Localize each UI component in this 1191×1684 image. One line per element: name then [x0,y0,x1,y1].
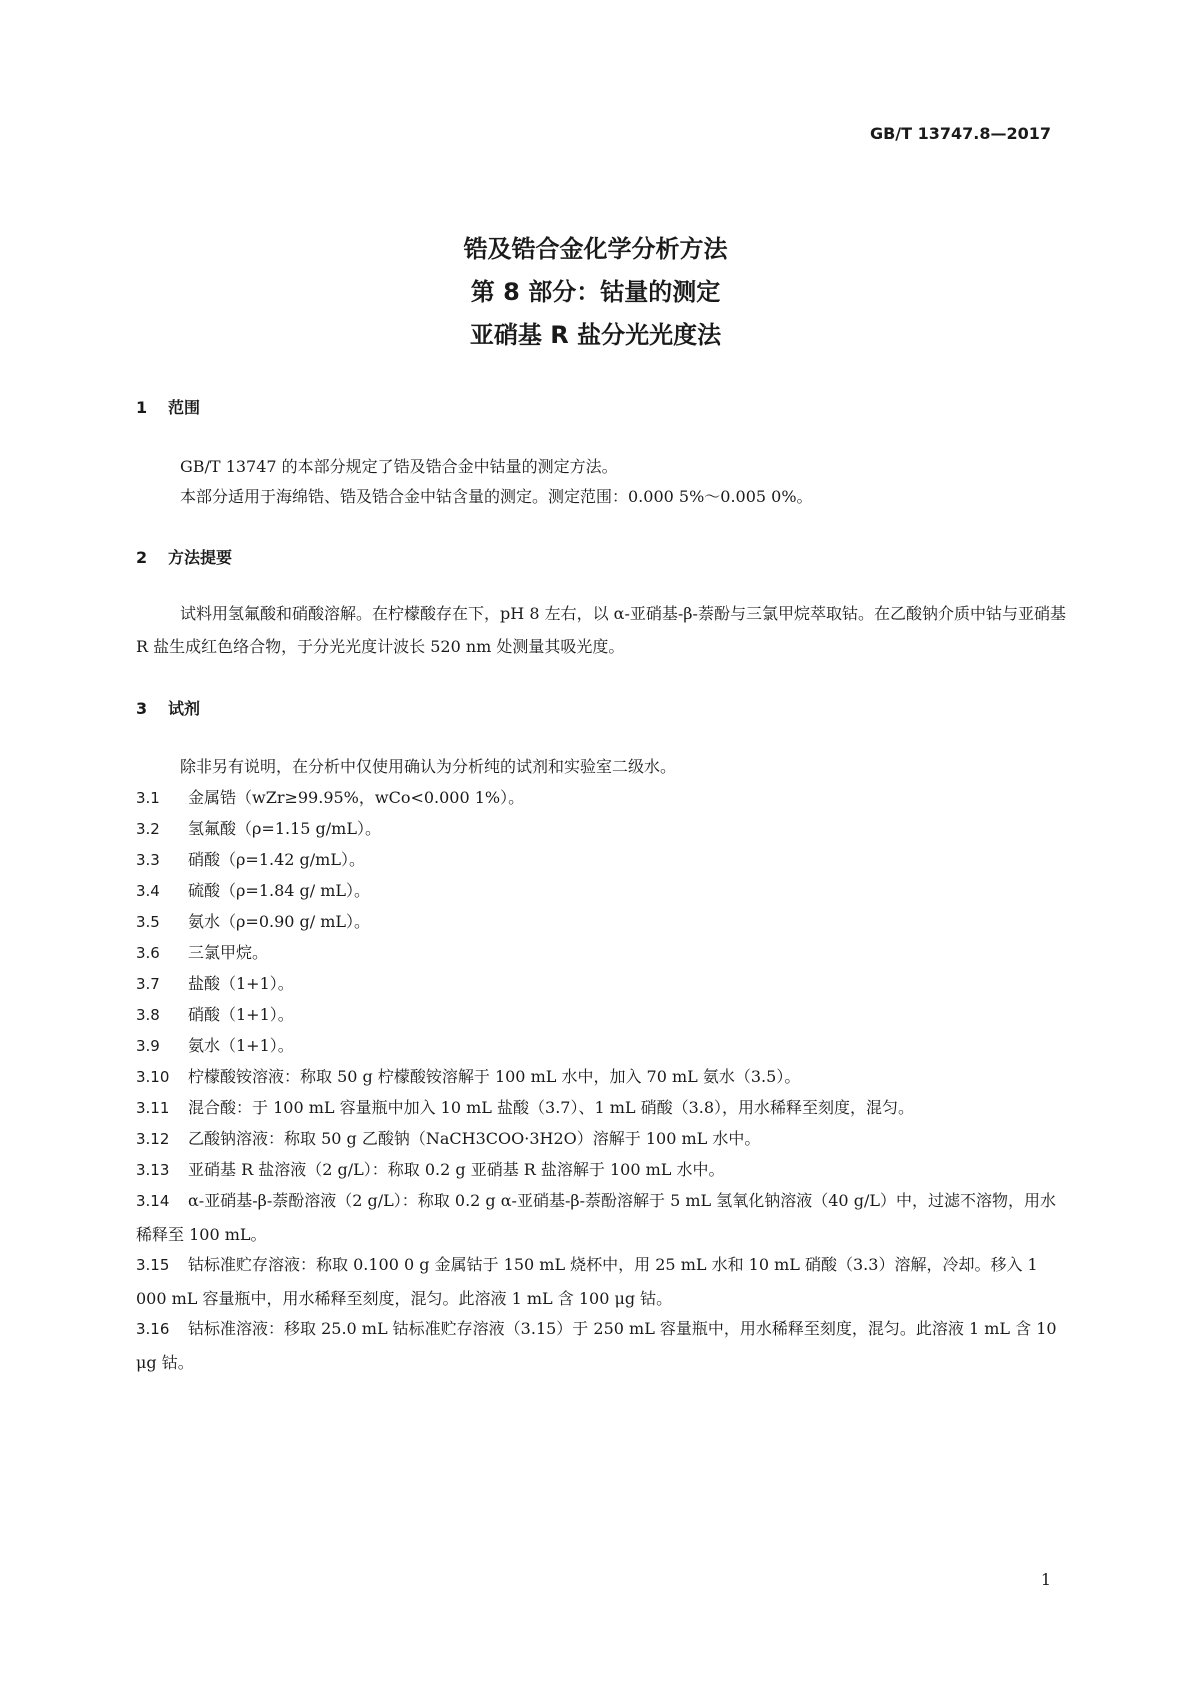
reagent-item [136,812,1066,846]
item-text: 钴标准溶液：移取 25.0 mL 钴标准贮存溶液（3.15）于 250 mL 容量瓶中，用水稀释至刻度，混匀。此溶液 1 mL 含 10 μg 钴。 [136,1319,1057,1372]
section-2-paragraph-1 [136,597,1066,663]
document-title [0,228,1191,357]
item-text: 混合酸：于 100 mL 容量瓶中加入 10 mL 盐酸（3.7）、1 mL 硝酸（3.8），用水稀释至刻度，混匀。 [188,1098,915,1117]
item-number: 3.2 [136,820,160,838]
reagent-item [136,998,1066,1032]
item-text: 硫酸（ρ=1.84 g/ mL）。 [188,881,371,900]
item-text: 三氯甲烷。 [188,943,269,962]
section-3-heading [136,696,200,719]
item-number: 3.16 [136,1320,170,1338]
item-number: 3.9 [136,1037,160,1055]
item-text: 钴标准贮存溶液：称取 0.100 0 g 金属钴于 150 mL 烧杯中，用 25 mL 水和 10 mL 硝酸（3.3）溶解，冷却。移入 1 000 mL 容量瓶中，用水稀释至刻度，混匀。此溶液 1 mL 含 100 μg 钴。 [136,1255,1038,1308]
reagent-item [136,936,1066,970]
item-number: 3.1 [136,789,160,807]
item-text: 氢氟酸（ρ=1.15 g/mL）。 [188,819,381,838]
reagent-item [136,1122,1066,1156]
section-number: 2 [136,548,148,567]
section-title: 范围 [168,398,201,417]
item-text: 金属锆（wZr≥99.95%，wCo<0.000 1%）。 [188,788,525,807]
reagent-item [136,1312,1066,1379]
item-number: 3.10 [136,1068,170,1086]
item-number: 3.8 [136,1006,160,1024]
item-number: 3.15 [136,1256,170,1274]
item-number: 3.12 [136,1130,170,1148]
section-1-paragraph-1 [136,450,1066,483]
section-2-heading [136,545,232,568]
reagent-item [136,967,1066,1001]
title-line-3: 亚硝基 R 盐分光光度法 [469,321,722,349]
section-1-paragraph-2 [136,480,1066,513]
item-number: 3.5 [136,913,160,931]
paragraph-text: 试料用氢氟酸和硝酸溶解。在柠檬酸存在下，pH 8 左右，以 α-亚硝基-β-萘酚与三氯甲烷萃取钴。在乙酸钠介质中钴与亚硝基 R 盐生成红色络合物，于分光光度计波长 520 nm 处测量其吸光度。 [136,604,1066,656]
standard-number: GB/T 13747.8—2017 [869,124,1051,143]
item-number: 3.13 [136,1161,170,1179]
section-number: 1 [136,398,148,417]
item-number: 3.7 [136,975,160,993]
item-text: 柠檬酸铵溶液：称取 50 g 柠檬酸铵溶解于 100 mL 水中，加入 70 mL 氨水（3.5）。 [188,1067,801,1086]
section-3-intro [136,750,1066,783]
item-text: 亚硝基 R 盐溶液（2 g/L）：称取 0.2 g 亚硝基 R 盐溶解于 100 mL 水中。 [188,1160,725,1179]
paragraph-text: 本部分适用于海绵锆、锆及锆合金中钴含量的测定。测定范围：0.000 5%～0.005 0%。 [180,487,813,506]
item-number: 3.11 [136,1099,170,1117]
section-1-heading [136,395,200,418]
reagent-item [136,1091,1066,1125]
reagent-item [136,1153,1066,1187]
item-number: 3.4 [136,882,160,900]
item-text: α-亚硝基-β-萘酚溶液（2 g/L）：称取 0.2 g α-亚硝基-β-萘酚溶解于 5 mL 氢氧化钠溶液（40 g/L）中，过滤不溶物，用水稀释至 100 mL。 [136,1191,1056,1244]
item-number: 3.14 [136,1192,170,1210]
item-text: 氨水（ρ=0.90 g/ mL）。 [188,912,371,931]
reagent-item [136,1184,1066,1251]
paragraph-text: 除非另有说明，在分析中仅使用确认为分析纯的试剂和实验室二级水。 [180,757,677,776]
section-title: 试剂 [168,699,201,718]
item-text: 盐酸（1+1）。 [188,974,294,993]
section-title: 方法提要 [168,548,233,567]
item-number: 3.3 [136,851,160,869]
item-text: 硝酸（1+1）。 [188,1005,294,1024]
reagent-item [136,874,1066,908]
reagent-item [136,1060,1066,1094]
title-line-1: 锆及锆合金化学分析方法 [463,235,728,263]
reagent-item [136,781,1066,815]
reagent-item [136,1029,1066,1063]
item-text: 硝酸（ρ=1.42 g/mL）。 [188,850,365,869]
paragraph-text: GB/T 13747 的本部分规定了锆及锆合金中钴量的测定方法。 [180,457,618,476]
page-number: 1 [1040,1570,1051,1589]
reagent-item [136,843,1066,877]
item-number: 3.6 [136,944,160,962]
reagent-item [136,905,1066,939]
item-text: 乙酸钠溶液：称取 50 g 乙酸钠（NaCH3COO·3H2O）溶解于 100 mL 水中。 [188,1129,761,1148]
section-number: 3 [136,699,148,718]
title-line-2: 第 8 部分：钴量的测定 [470,278,721,306]
item-text: 氨水（1+1）。 [188,1036,294,1055]
reagent-item [136,1248,1066,1315]
